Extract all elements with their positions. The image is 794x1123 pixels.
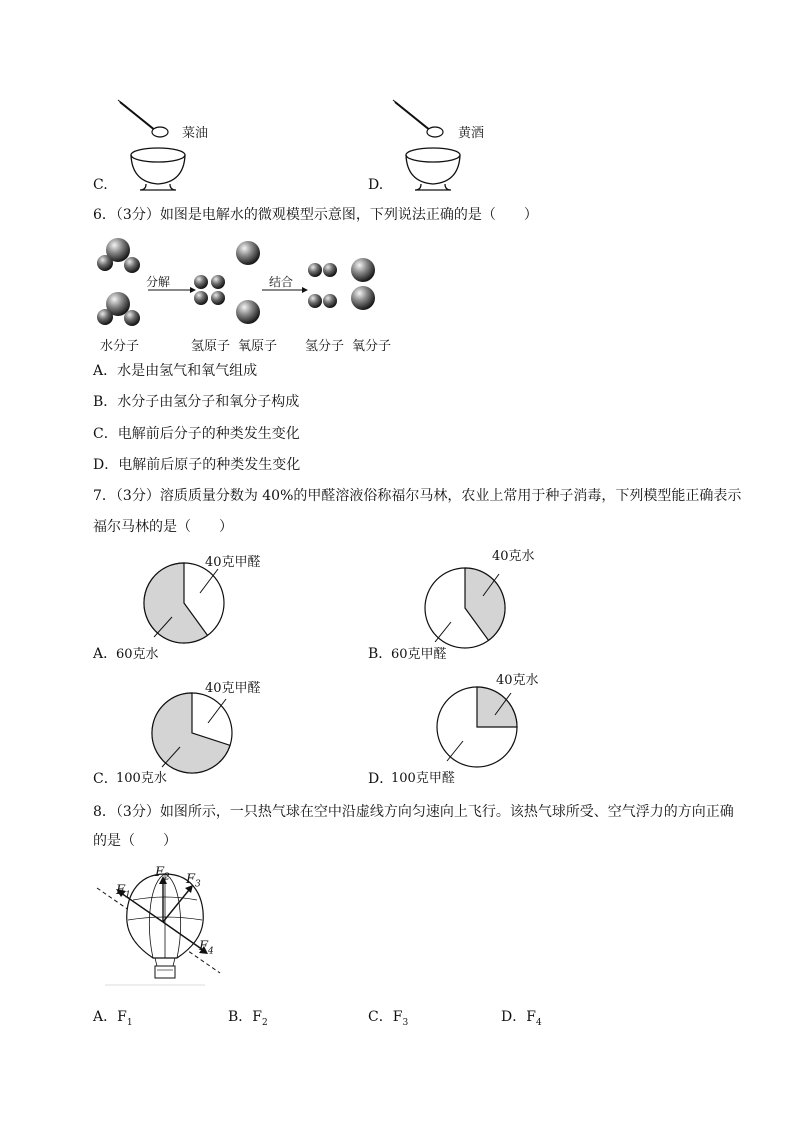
pie-chart-a xyxy=(143,562,225,644)
option-letter: C. xyxy=(93,177,108,193)
pie-chart-c xyxy=(151,692,233,774)
option-letter: D． xyxy=(368,771,394,787)
electrolysis-molecule-diagram xyxy=(90,232,410,332)
force-label-f3: $F_3$ xyxy=(186,872,201,890)
force-label-f2: $F_2$ xyxy=(155,865,170,883)
label-oxygen-atom: 氧原子 xyxy=(238,339,278,354)
water-molecule-icon xyxy=(97,292,140,326)
bowl-with-spoon-icon xyxy=(118,96,198,192)
q8-stem-line1: 8．（3分）如图所示，一只热气球在空中沿虚线方向匀速向上飞行。该热气球所受、空气浮力的方向正确 xyxy=(93,804,734,820)
oxygen-molecule-icon xyxy=(351,258,375,310)
pie-label-bottom: 100克水 xyxy=(116,771,167,786)
pie-label-bottom: 60克甲醛 xyxy=(391,647,447,662)
pie-chart-d xyxy=(436,686,518,768)
q8-option-a[interactable]: A．$F_1$ xyxy=(93,1009,133,1028)
bowl-with-spoon-icon xyxy=(393,96,473,192)
pie-label-top: 40克水 xyxy=(496,673,539,688)
option-letter: A． xyxy=(93,646,118,662)
label-hydrogen-atom: 氢原子 xyxy=(191,339,231,354)
option-label: 菜油 xyxy=(182,126,209,141)
pie-label-bottom: 60克水 xyxy=(116,647,159,662)
label-oxygen-molecule: 氧分子 xyxy=(352,339,392,354)
label-hydrogen-molecule: 氢分子 xyxy=(305,339,345,354)
option-letter: B． xyxy=(368,646,393,662)
q8-option-d[interactable]: D．$F_4$ xyxy=(501,1009,542,1028)
q6-option-b[interactable]: B．水分子由氢分子和氧分子构成 xyxy=(93,394,300,410)
pie-label-top: 40克水 xyxy=(492,549,535,564)
q8-option-c[interactable]: C．$F_3$ xyxy=(368,1009,409,1028)
option-letter: D. xyxy=(368,177,384,193)
option-letter: C． xyxy=(93,771,118,787)
q8-option-b[interactable]: B．$F_2$ xyxy=(228,1009,268,1028)
hydrogen-atom-icon xyxy=(194,275,225,305)
force-label-f4: $F_4$ xyxy=(199,939,214,957)
q6-option-d[interactable]: D．电解前后原子的种类发生变化 xyxy=(93,457,301,473)
arrow-label-combine: 结合 xyxy=(269,275,294,289)
pie-chart-b xyxy=(424,567,506,649)
oxygen-atom-icon xyxy=(236,241,260,324)
q6-stem: 6．（3分）如图是电解水的微观模型示意图，下列说法正确的是（ ） xyxy=(93,207,538,223)
pie-label-bottom: 100克甲醛 xyxy=(391,771,455,786)
pie-label-top: 40克甲醛 xyxy=(205,555,261,570)
q8-stem-line2: 的是（ ） xyxy=(93,833,177,849)
arrow-label-decompose: 分解 xyxy=(146,275,171,289)
q6-option-a[interactable]: A．水是由氢气和氧气组成 xyxy=(93,363,258,379)
q6-option-c[interactable]: C．电解前后分子的种类发生变化 xyxy=(93,426,300,442)
option-label: 黄酒 xyxy=(458,126,485,141)
label-water-molecule: 水分子 xyxy=(100,339,140,354)
water-molecule-icon xyxy=(97,238,140,273)
q7-stem-line1: 7．（3分）溶质质量分数为 40%的甲醛溶液俗称福尔马林，农业上常用于种子消毒，下列模型能正确表示 xyxy=(93,488,742,504)
pie-label-top: 40克甲醛 xyxy=(205,681,261,696)
force-label-f1: $F_1$ xyxy=(116,883,131,901)
hydrogen-molecule-icon xyxy=(308,263,337,308)
q7-stem-line2: 福尔马林的是（ ） xyxy=(93,519,233,535)
